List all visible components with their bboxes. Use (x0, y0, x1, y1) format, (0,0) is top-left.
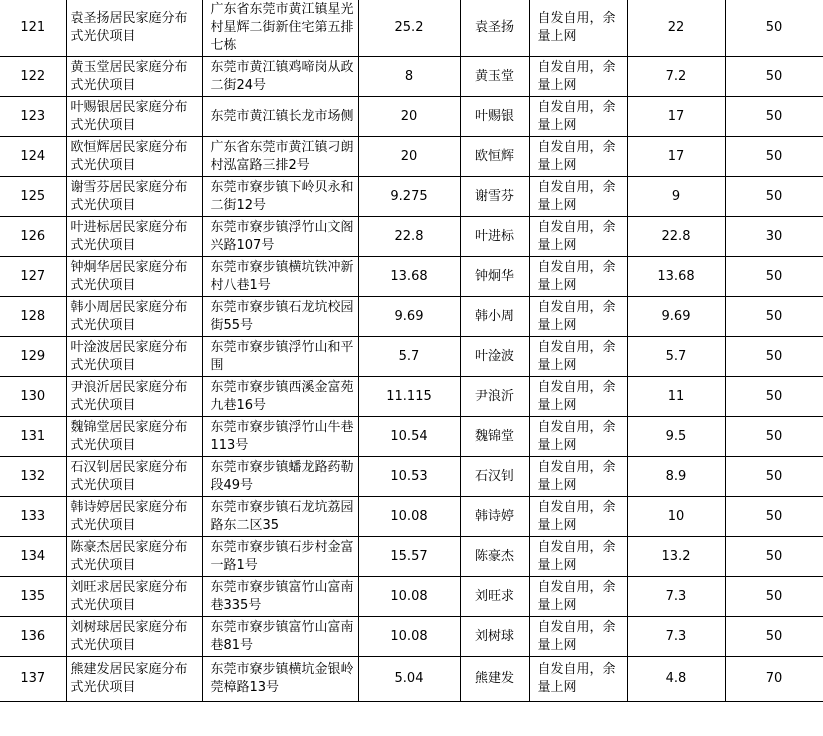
cell-grid-capacity: 10 (627, 497, 725, 537)
cell-years: 50 (725, 577, 823, 617)
cell-address: 东莞市寮步镇下岭贝永和二街12号 (202, 177, 358, 217)
cell-grid-capacity: 22.8 (627, 217, 725, 257)
cell-owner: 钟炯华 (460, 257, 529, 297)
cell-years: 50 (725, 57, 823, 97)
cell-project-name: 石汉钊居民家庭分布式光伏项目 (66, 457, 202, 497)
cell-years: 50 (725, 537, 823, 577)
cell-project-name: 叶进标居民家庭分布式光伏项目 (66, 217, 202, 257)
cell-capacity: 10.54 (358, 417, 460, 457)
cell-serial-number: 126 (0, 217, 66, 257)
table-row (0, 257, 823, 297)
cell-capacity: 15.57 (358, 537, 460, 577)
cell-serial-number: 124 (0, 137, 66, 177)
cell-consumption-mode: 自发自用，余量上网 (529, 417, 627, 457)
cell-years: 50 (725, 0, 823, 57)
cell-serial-number: 125 (0, 177, 66, 217)
cell-address: 东莞市寮步镇西溪金富苑九巷16号 (202, 377, 358, 417)
cell-address: 东莞市寮步镇石龙坑荔园路东二区35 (202, 497, 358, 537)
cell-serial-number: 130 (0, 377, 66, 417)
cell-owner: 石汉钊 (460, 457, 529, 497)
cell-consumption-mode: 自发自用，余量上网 (529, 617, 627, 657)
cell-serial-number: 127 (0, 257, 66, 297)
table-row (0, 497, 823, 537)
cell-years: 50 (725, 497, 823, 537)
cell-address: 东莞市寮步镇浮竹山和平围 (202, 337, 358, 377)
cell-owner: 黄玉堂 (460, 57, 529, 97)
cell-serial-number: 123 (0, 97, 66, 137)
cell-grid-capacity: 8.9 (627, 457, 725, 497)
cell-serial-number: 134 (0, 537, 66, 577)
cell-address: 东莞市寮步镇横坑金银岭莞樟路13号 (202, 657, 358, 702)
table-row (0, 377, 823, 417)
table-row (0, 337, 823, 377)
cell-capacity: 8 (358, 57, 460, 97)
table-row (0, 0, 823, 57)
cell-grid-capacity: 5.7 (627, 337, 725, 377)
cell-consumption-mode: 自发自用，余量上网 (529, 57, 627, 97)
cell-address: 东莞市寮步镇蟠龙路药勒段49号 (202, 457, 358, 497)
cell-address: 东莞市寮步镇富竹山富南巷335号 (202, 577, 358, 617)
table-row (0, 657, 823, 702)
cell-capacity: 10.08 (358, 497, 460, 537)
cell-consumption-mode: 自发自用，余量上网 (529, 577, 627, 617)
table-row (0, 617, 823, 657)
cell-owner: 谢雪芬 (460, 177, 529, 217)
cell-grid-capacity: 7.3 (627, 577, 725, 617)
cell-capacity: 22.8 (358, 217, 460, 257)
table-row (0, 217, 823, 257)
cell-owner: 欧恒辉 (460, 137, 529, 177)
cell-project-name: 韩诗婷居民家庭分布式光伏项目 (66, 497, 202, 537)
cell-owner: 韩小周 (460, 297, 529, 337)
cell-capacity: 10.08 (358, 617, 460, 657)
cell-years: 50 (725, 177, 823, 217)
cell-years: 70 (725, 657, 823, 702)
cell-address: 广东省东莞市黄江镇刁朗村泓富路三排2号 (202, 137, 358, 177)
cell-project-name: 韩小周居民家庭分布式光伏项目 (66, 297, 202, 337)
table-row (0, 177, 823, 217)
cell-address: 东莞市寮步镇浮竹山文阁兴路107号 (202, 217, 358, 257)
cell-project-name: 叶淦波居民家庭分布式光伏项目 (66, 337, 202, 377)
cell-capacity: 20 (358, 97, 460, 137)
cell-capacity: 5.7 (358, 337, 460, 377)
cell-grid-capacity: 22 (627, 0, 725, 57)
cell-grid-capacity: 7.3 (627, 617, 725, 657)
cell-owner: 叶淦波 (460, 337, 529, 377)
cell-consumption-mode: 自发自用，余量上网 (529, 257, 627, 297)
cell-serial-number: 129 (0, 337, 66, 377)
cell-years: 50 (725, 297, 823, 337)
cell-serial-number: 121 (0, 0, 66, 57)
cell-serial-number: 136 (0, 617, 66, 657)
table-row (0, 537, 823, 577)
cell-owner: 魏锦堂 (460, 417, 529, 457)
cell-address: 东莞市寮步镇石龙坑校园街55号 (202, 297, 358, 337)
cell-serial-number: 128 (0, 297, 66, 337)
cell-owner: 尹浪沂 (460, 377, 529, 417)
cell-years: 50 (725, 97, 823, 137)
table-row (0, 577, 823, 617)
cell-consumption-mode: 自发自用，余量上网 (529, 497, 627, 537)
cell-capacity: 11.115 (358, 377, 460, 417)
cell-grid-capacity: 4.8 (627, 657, 725, 702)
cell-consumption-mode: 自发自用，余量上网 (529, 0, 627, 57)
cell-address: 东莞市黄江镇长龙市场侧 (202, 97, 358, 137)
cell-capacity: 20 (358, 137, 460, 177)
cell-years: 30 (725, 217, 823, 257)
cell-capacity: 25.2 (358, 0, 460, 57)
cell-capacity: 9.69 (358, 297, 460, 337)
cell-project-name: 陈豪杰居民家庭分布式光伏项目 (66, 537, 202, 577)
cell-capacity: 5.04 (358, 657, 460, 702)
cell-project-name: 叶赐银居民家庭分布式光伏项目 (66, 97, 202, 137)
cell-address: 东莞市寮步镇富竹山富南巷81号 (202, 617, 358, 657)
cell-grid-capacity: 13.68 (627, 257, 725, 297)
cell-consumption-mode: 自发自用，余量上网 (529, 537, 627, 577)
cell-owner: 熊建发 (460, 657, 529, 702)
cell-address: 东莞市寮步镇横坑铁冲新村八巷1号 (202, 257, 358, 297)
table-row (0, 297, 823, 337)
cell-address: 东莞市寮步镇石步村金富一路1号 (202, 537, 358, 577)
cell-serial-number: 122 (0, 57, 66, 97)
cell-capacity: 9.275 (358, 177, 460, 217)
cell-project-name: 黄玉堂居民家庭分布式光伏项目 (66, 57, 202, 97)
cell-years: 50 (725, 377, 823, 417)
cell-years: 50 (725, 337, 823, 377)
cell-owner: 叶进标 (460, 217, 529, 257)
cell-serial-number: 133 (0, 497, 66, 537)
cell-project-name: 熊建发居民家庭分布式光伏项目 (66, 657, 202, 702)
cell-grid-capacity: 17 (627, 137, 725, 177)
cell-owner: 袁圣扬 (460, 0, 529, 57)
table-row (0, 417, 823, 457)
cell-consumption-mode: 自发自用，余量上网 (529, 217, 627, 257)
cell-grid-capacity: 11 (627, 377, 725, 417)
cell-grid-capacity: 9.69 (627, 297, 725, 337)
table-row (0, 137, 823, 177)
cell-project-name: 谢雪芬居民家庭分布式光伏项目 (66, 177, 202, 217)
cell-years: 50 (725, 417, 823, 457)
cell-project-name: 欧恒辉居民家庭分布式光伏项目 (66, 137, 202, 177)
cell-project-name: 袁圣扬居民家庭分布式光伏项目 (66, 0, 202, 57)
cell-address: 东莞市黄江镇鸡啼岗从政二街24号 (202, 57, 358, 97)
table-row (0, 57, 823, 97)
cell-owner: 叶赐银 (460, 97, 529, 137)
cell-consumption-mode: 自发自用，余量上网 (529, 377, 627, 417)
cell-grid-capacity: 9.5 (627, 417, 725, 457)
cell-project-name: 魏锦堂居民家庭分布式光伏项目 (66, 417, 202, 457)
cell-serial-number: 135 (0, 577, 66, 617)
table-row (0, 457, 823, 497)
cell-consumption-mode: 自发自用，余量上网 (529, 337, 627, 377)
cell-consumption-mode: 自发自用，余量上网 (529, 657, 627, 702)
cell-consumption-mode: 自发自用，余量上网 (529, 297, 627, 337)
cell-capacity: 13.68 (358, 257, 460, 297)
cell-years: 50 (725, 457, 823, 497)
cell-grid-capacity: 17 (627, 97, 725, 137)
cell-project-name: 刘旺求居民家庭分布式光伏项目 (66, 577, 202, 617)
cell-years: 50 (725, 137, 823, 177)
cell-address: 东莞市寮步镇浮竹山牛巷113号 (202, 417, 358, 457)
cell-consumption-mode: 自发自用，余量上网 (529, 457, 627, 497)
cell-address: 广东省东莞市黄江镇星光村星辉二街新住宅第五排七栋 (202, 0, 358, 57)
cell-capacity: 10.08 (358, 577, 460, 617)
cell-grid-capacity: 9 (627, 177, 725, 217)
cell-grid-capacity: 13.2 (627, 537, 725, 577)
cell-serial-number: 132 (0, 457, 66, 497)
cell-owner: 刘树球 (460, 617, 529, 657)
cell-grid-capacity: 7.2 (627, 57, 725, 97)
cell-capacity: 10.53 (358, 457, 460, 497)
cell-owner: 刘旺求 (460, 577, 529, 617)
cell-project-name: 刘树球居民家庭分布式光伏项目 (66, 617, 202, 657)
cell-years: 50 (725, 617, 823, 657)
cell-years: 50 (725, 257, 823, 297)
cell-project-name: 尹浪沂居民家庭分布式光伏项目 (66, 377, 202, 417)
cell-consumption-mode: 自发自用，余量上网 (529, 97, 627, 137)
cell-serial-number: 137 (0, 657, 66, 702)
cell-owner: 韩诗婷 (460, 497, 529, 537)
cell-consumption-mode: 自发自用，余量上网 (529, 137, 627, 177)
cell-project-name: 钟炯华居民家庭分布式光伏项目 (66, 257, 202, 297)
cell-consumption-mode: 自发自用，余量上网 (529, 177, 627, 217)
table-row (0, 97, 823, 137)
cell-serial-number: 131 (0, 417, 66, 457)
cell-owner: 陈豪杰 (460, 537, 529, 577)
